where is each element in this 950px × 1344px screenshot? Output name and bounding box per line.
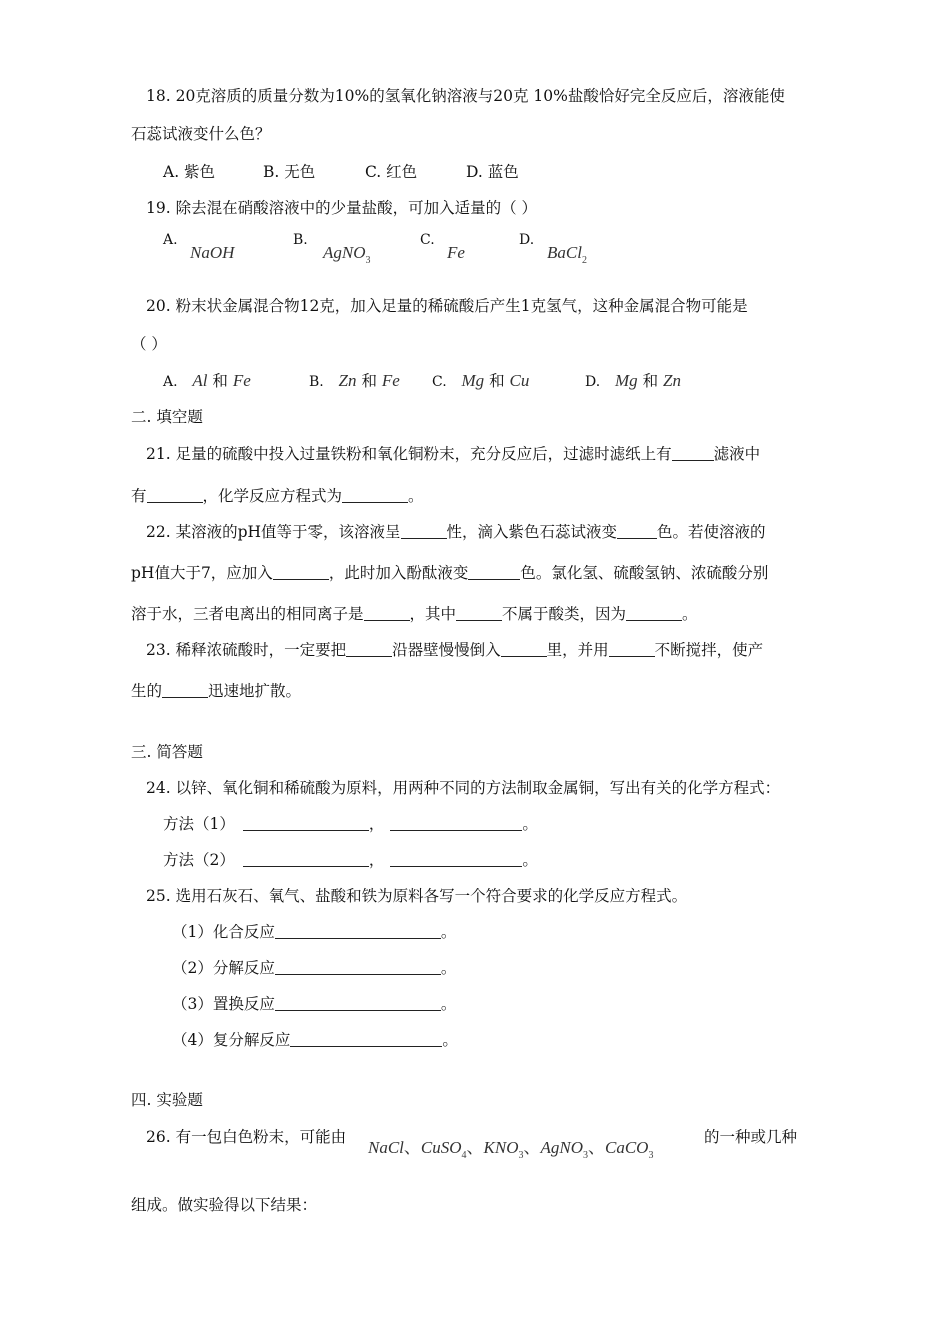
q19-option-c-label: C. (420, 232, 435, 248)
q19-option-c-formula: Fe (447, 243, 465, 262)
q19-option-b-label: B. (293, 232, 308, 248)
section-fill-in-heading: 二. 填空题 (131, 408, 203, 426)
q22-blank-5[interactable] (364, 606, 410, 621)
q25-reaction-1: （1）化合反应 。 (172, 923, 457, 941)
q23-blank-4[interactable] (162, 683, 208, 698)
q23-blank-1[interactable] (346, 642, 392, 657)
q22-blank-4[interactable] (468, 565, 520, 580)
q22-blank-3[interactable] (273, 565, 329, 580)
q20-option-c: C. Mg 和 Cu (432, 371, 530, 390)
q25-blank-3[interactable] (275, 996, 441, 1011)
q24-method2-blank-1[interactable] (243, 852, 369, 867)
q18-option-a: A. 紫色 (163, 163, 216, 181)
q22-line3: 溶于水，三者电离出的相同离子是 ，其中 不属于酸类，因为 。 (131, 605, 698, 623)
q19-option-a-formula: NaOH (190, 243, 235, 262)
q19-option-b-formula: AgNO$_3$ (323, 243, 371, 266)
q21-blank-3[interactable] (342, 488, 408, 503)
q20-line1: 20. 粉末状金属混合物12克，加入足量的稀硫酸后产生1克氢气，这种金属混合物可能是 (146, 297, 748, 315)
q23-line2: 生的 迅速地扩散。 (131, 682, 302, 700)
q26-line1-tail: 的一种或几种 (704, 1128, 798, 1146)
q24-method1-blank-1[interactable] (243, 816, 369, 831)
q23-blank-3[interactable] (609, 642, 655, 657)
q19-question: 19. 除去混在硝酸溶液中的少量盐酸，可加入适量的（ ） (146, 199, 538, 217)
q26-formulas: NaCl、CuSO$_4$、$KNO_3$、AgNO$_3$、CaCO$_3$ (368, 1138, 654, 1161)
q22-blank-1[interactable] (401, 524, 447, 539)
q25-question: 25. 选用石灰石、氧气、盐酸和铁为原料各写一个符合要求的化学反应方程式。 (146, 887, 688, 905)
q24-method2-blank-2[interactable] (390, 852, 522, 867)
q24-method-1: 方法（1） ， 。 (163, 815, 538, 833)
q25-blank-2[interactable] (275, 960, 441, 975)
q20-option-a: A. Al 和 Fe (163, 371, 251, 390)
q25-reaction-2: （2）分解反应 。 (172, 959, 457, 977)
q18-option-b: B. 无色 (263, 163, 316, 181)
q20-option-b: B. Zn 和 Fe (309, 371, 400, 390)
q23-line1: 23. 稀释浓硫酸时，一定要把 沿器壁慢慢倒入 里，并用 不断搅拌，使产 (146, 641, 764, 659)
q22-line1: 22. 某溶液的pH值等于零，该溶液呈 性，滴入紫色石蕊试液变 色。若使溶液的 (146, 523, 766, 541)
q22-blank-6[interactable] (456, 606, 502, 621)
q18-line1: 18. 20克溶质的质量分数为10%的氢氧化钠溶液与20克 10%盐酸恰好完全反应后，溶液能使 (146, 87, 785, 105)
q18-option-d: D. 蓝色 (466, 163, 519, 181)
q21-blank-2[interactable] (147, 488, 203, 503)
q21-line1: 21. 足量的硫酸中投入过量铁粉和氧化铜粉末，充分反应后，过滤时滤纸上有 滤液中 (146, 445, 761, 463)
section-short-answer-heading: 三. 简答题 (131, 743, 203, 761)
q22-blank-2[interactable] (617, 524, 657, 539)
q26-line1: 26. 有一包白色粉末，可能由 (146, 1128, 347, 1146)
section-experiment-heading: 四. 实验题 (131, 1091, 203, 1109)
q25-reaction-3: （3）置换反应 。 (172, 995, 457, 1013)
q22-blank-7[interactable] (626, 606, 682, 621)
q23-blank-2[interactable] (501, 642, 547, 657)
q20-option-d: D. Mg 和 Zn (585, 371, 681, 390)
q24-method-2: 方法（2） ， 。 (163, 851, 538, 869)
q18-option-c: C. 红色 (365, 163, 418, 181)
q21-line2: 有 ，化学反应方程式为 。 (131, 487, 424, 505)
q19-option-d-label: D. (519, 232, 535, 248)
q25-blank-1[interactable] (275, 924, 441, 939)
q22-line2: pH值大于7，应加入 ，此时加入酚酞液变 色。氯化氢、硫酸氢钠、浓硫酸分别 (131, 564, 769, 582)
q18-line2: 石蕊试液变什么色？ (131, 125, 271, 143)
q19-option-a-label: A. (163, 232, 178, 248)
q26-line2: 组成。做实验得以下结果： (131, 1196, 318, 1214)
q20-line2: （ ） (131, 335, 167, 353)
q25-reaction-4: （4）复分解反应 。 (172, 1031, 458, 1049)
q24-question: 24. 以锌、氧化铜和稀硫酸为原料，用两种不同的方法制取金属铜，写出有关的化学方程式： (146, 779, 781, 797)
q24-method1-blank-2[interactable] (390, 816, 522, 831)
q25-blank-4[interactable] (290, 1032, 442, 1047)
q21-blank-1[interactable] (672, 446, 714, 461)
q19-option-d-formula: BaCl$_2$ (547, 243, 587, 266)
